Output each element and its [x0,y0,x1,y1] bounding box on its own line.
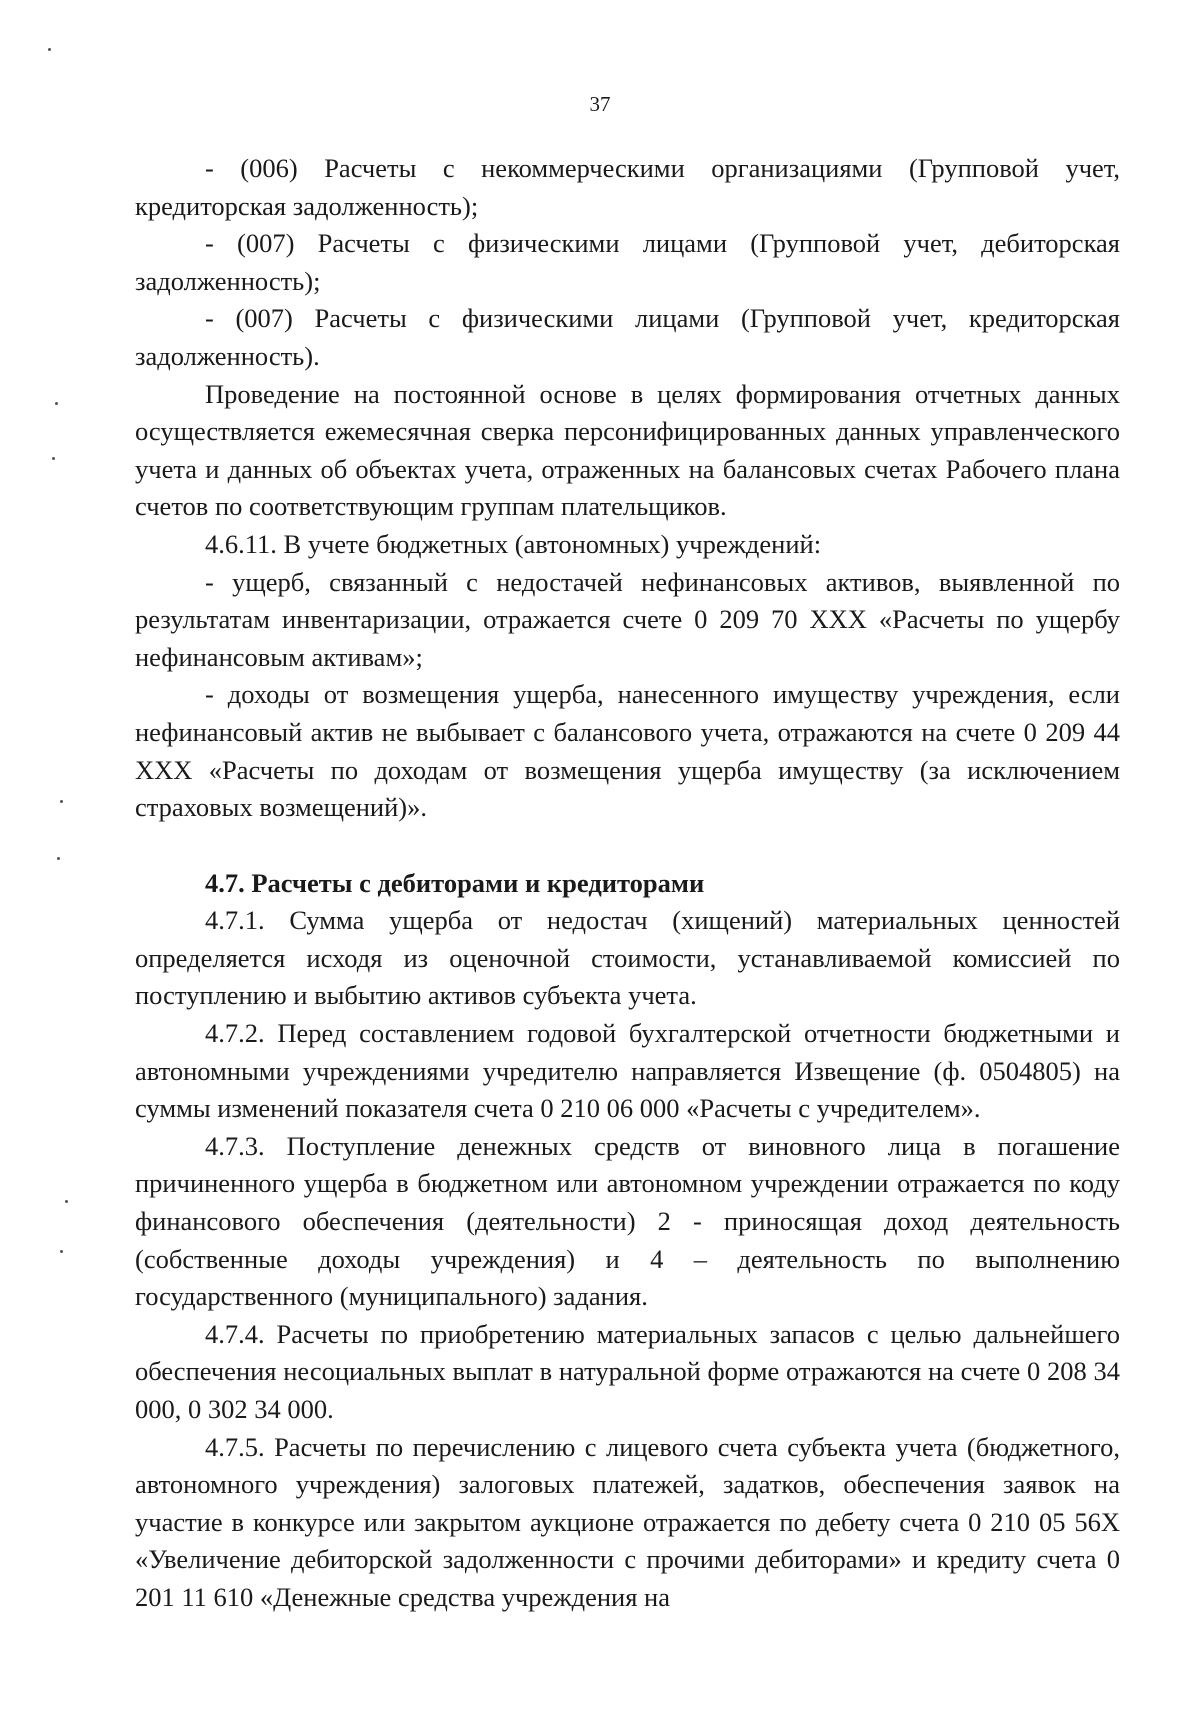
paragraph-4-7-2: 4.7.2. Перед составлением годовой бухгалтерской отчетности бюджетными и автономными учреждениями учредителю направляется Извещение (ф. 0504805) на суммы изменений показателя счета 0 210 06 000 «Расчеты с учредителем». [135,1018,1120,1124]
list-item-group-006-credit: - (006) Расчеты с некоммерческими организациями (Групповой учет, кредиторская задолженность); [135,153,1120,221]
list-item-damage-compensation: - доходы от возмещения ущерба, нанесенного имуществу учреждения, если нефинансовый актив не выбывает с балансового учета, отражаются на счете 0 209 44 ХХХ «Расчеты по доходам от возмещения ущерба имуществу (за исключением страховых возмещений)». [135,679,1120,823]
scan-speck [60,1250,63,1253]
page-number: 37 [589,92,611,116]
scan-speck [55,402,58,405]
list-item-damage-nonfinancial: - ущерб, связанный с недостачей нефинансовых активов, выявленной по результатам инвентаризации, отражается счете 0 209 70 ХХХ «Расчеты по ущербу нефинансовым активам»; [135,566,1120,672]
list-item-group-007-debit: - (007) Расчеты с физическими лицами (Групповой учет, дебиторская задолженность); [135,228,1120,296]
scan-speck [57,857,60,860]
paragraph-4-7-1: 4.7.1. Сумма ущерба от недостач (хищений) материальных ценностей определяется исходя из оценочной стоимости, устанавливаемой комиссией по поступлению и выбытию активов субъекта учета. [135,905,1120,1011]
scan-speck [60,800,63,803]
paragraph-4-7-3: 4.7.3. Поступление денежных средств от виновного лица в погашение причиненного ущерба в бюджетном или автономном учреждении отражается по коду финансового обеспечения (деятельности) 2 - приносящая доход деятельность (собственные доходы учреждения) и 4 – деятельность по выполнению государственного (муниципального) задания. [135,1130,1120,1312]
paragraph-reconciliation: Проведение на постоянной основе в целях формирования отчетных данных осуществляется ежемесячная сверка персонифицированных данных управленческого учета и данных об объектах учета, отраженных на балансовых счетах Рабочего плана счетов по соответствующим группам плательщиков. [135,378,1120,522]
section-heading-4-7: 4.7. Расчеты с дебиторами и кредиторами [205,867,705,898]
paragraph-4-7-4: 4.7.4. Расчеты по приобретению материальных запасов с целью дальнейшего обеспечения несоциальных выплат в натуральной форме отражаются на счете 0 208 34 000, 0 302 34 000. [135,1318,1120,1424]
paragraph-4-7-5: 4.7.5. Расчеты по перечислению с лицевого счета субъекта учета (бюджетного, автономного учреждения) залоговых платежей, задатков, обеспечения заявок на участие в конкурсе или закрытом аукционе отражается по дебету счета 0 210 05 56Х «Увеличение дебиторской задолженности с прочими дебиторами» и кредиту счета 0 201 11 610 «Денежные средства учреждения на [135,1431,1120,1612]
document-body [135,150,1120,1617]
paragraph-4-6-11: 4.6.11. В учете бюджетных (автономных) учреждений: [205,528,822,559]
scan-speck [52,457,55,460]
scan-speck [48,48,51,51]
scan-speck [65,1200,68,1203]
list-item-group-007-credit: - (007) Расчеты с физическими лицами (Групповой учет, кредиторская задолженность). [135,303,1120,371]
